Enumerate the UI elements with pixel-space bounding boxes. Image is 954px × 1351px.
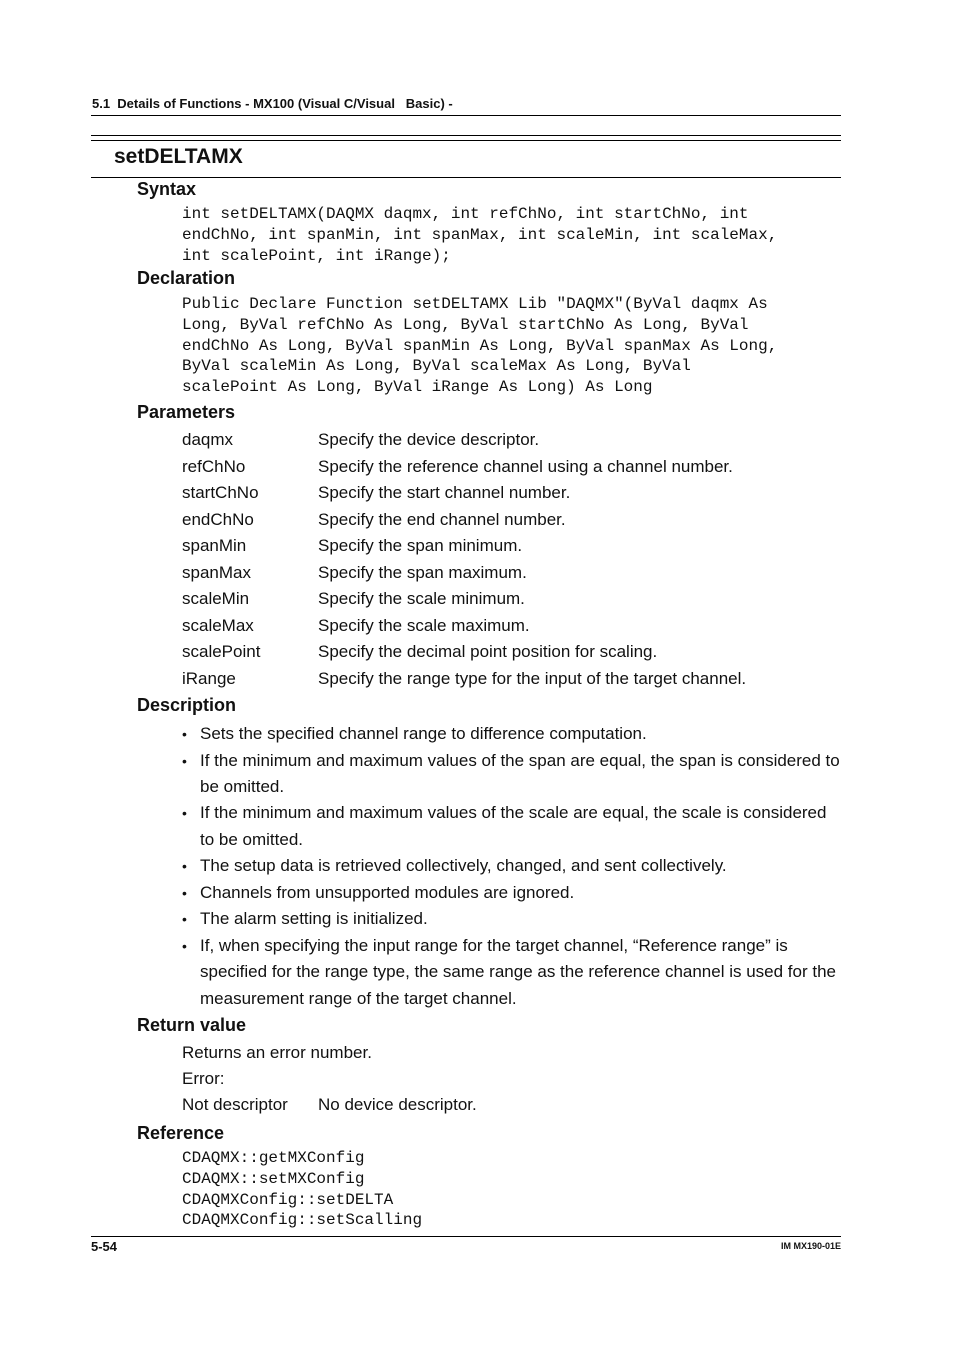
bullet-icon: • [182,858,187,875]
description-item [182,906,842,932]
parameter-row [182,667,746,694]
syntax-heading: Syntax [137,179,197,199]
parameter-name: daqmx [182,430,234,449]
parameter-name: startChNo [182,483,259,502]
parameter-name: scalePoint [182,642,261,661]
error-description: No device descriptor. [318,1095,477,1114]
parameter-row [182,561,746,588]
parameter-description: Specify the span minimum. [318,536,523,555]
parameter-description: Specify the scale minimum. [318,589,525,608]
parameter-description: Specify the reference channel using a channel number. [318,456,733,476]
page-number: 5-54 [91,1239,118,1254]
bullet-icon: • [182,937,187,954]
reference-code: CDAQMX::getMXConfig CDAQMX::setMXConfig CDAQMXConfig::setDELTA CDAQMXConfig::setScalling [182,1149,423,1230]
parameter-row [182,455,746,482]
parameter-name: scaleMin [182,589,250,608]
description-list [182,721,842,1012]
title-rule-top [91,135,841,136]
description-text: Sets the specified channel range to difference computation. [200,724,647,743]
parameter-description: Specify the device descriptor. [318,430,540,449]
declaration-heading: Declaration [137,268,236,288]
parameter-description: Specify the start channel number. [318,483,571,502]
description-item [182,721,842,747]
parameter-row [182,614,746,641]
parameter-name: iRange [182,668,236,688]
declaration-code: Public Declare Function setDELTAMX Lib "DAQMX"(ByVal daqmx As Long, ByVal refChNo As Long, ByVal startChNo As Long, ByVal endChNo As Long, ByVal spanMin As Long, ByVal spanMax As Long, ByVal scaleMin As Long, ByVal scaleMax As Long, ByVal scalePoint As Long, ByVal iRange As Long) As Long [182,295,778,397]
parameter-description: Specify the scale maximum. [318,615,530,635]
parameter-description: Specify the span maximum. [318,562,527,582]
parameters-table [182,428,746,693]
parameter-row [182,481,746,508]
footer-rule [91,1236,841,1237]
description-text: The alarm setting is initialized. [200,909,428,929]
parameters-heading: Parameters [137,402,236,422]
return-value-heading: Return value [137,1015,247,1035]
description-text: If the minimum and maximum values of the span are equal, the span is considered to be omitted. [200,750,840,796]
parameter-description: Specify the range type for the input of the target channel. [318,668,747,688]
description-item [182,853,842,879]
description-heading: Description [137,695,237,715]
document-id: IM MX190-01E [780,1241,841,1251]
reference-heading: Reference [137,1123,225,1143]
description-item [182,933,842,1012]
title-rule-bottom [91,177,841,178]
parameter-name: spanMax [182,562,251,582]
return-value-text: Returns an error number. [182,1043,372,1062]
parameter-description: Specify the end channel number. [318,509,566,529]
error-name: Not descriptor [182,1095,288,1114]
running-head: 5.1 Details of Functions - MX100 (Visual C/Visual Basic) - [92,96,453,111]
description-item [182,800,842,853]
parameter-name: spanMin [182,536,247,555]
syntax-code: int setDELTAMX(DAQMX daqmx, int refChNo, int startChNo, int endChNo, int spanMin, int spanMax, int scaleMin, int scaleMax, int scalePoint, int iRange); [182,205,778,265]
bullet-icon: • [182,884,187,901]
parameter-row [182,534,746,561]
description-text: The setup data is retrieved collectively, changed, and sent collectively. [200,856,727,876]
title-rule-top-second [91,140,841,141]
parameter-row [182,640,746,667]
parameter-name: endChNo [182,509,254,529]
description-text: Channels from unsupported modules are ignored. [200,882,575,902]
parameter-row [182,428,746,455]
bullet-icon: • [182,726,187,742]
bullet-icon: • [182,911,187,928]
bullet-icon: • [182,752,187,769]
parameter-description: Specify the decimal point position for scaling. [318,642,658,661]
parameter-row [182,508,746,535]
description-item [182,748,842,801]
error-label: Error: [182,1069,225,1088]
function-title: setDELTAMX [114,145,243,168]
header-rule [91,115,841,116]
parameter-row [182,587,746,614]
parameter-name: refChNo [182,456,246,476]
description-text: If the minimum and maximum values of the scale are equal, the scale is considered to be omitted. [200,803,827,849]
bullet-icon: • [182,805,187,822]
error-row [182,1095,477,1115]
description-text: If, when specifying the input range for the target channel, “Reference range” is specified for the range type, the same range as the reference channel is used for the measurement range of the target channel. [200,935,836,1008]
description-item [182,880,842,906]
parameter-name: scaleMax [182,615,254,635]
